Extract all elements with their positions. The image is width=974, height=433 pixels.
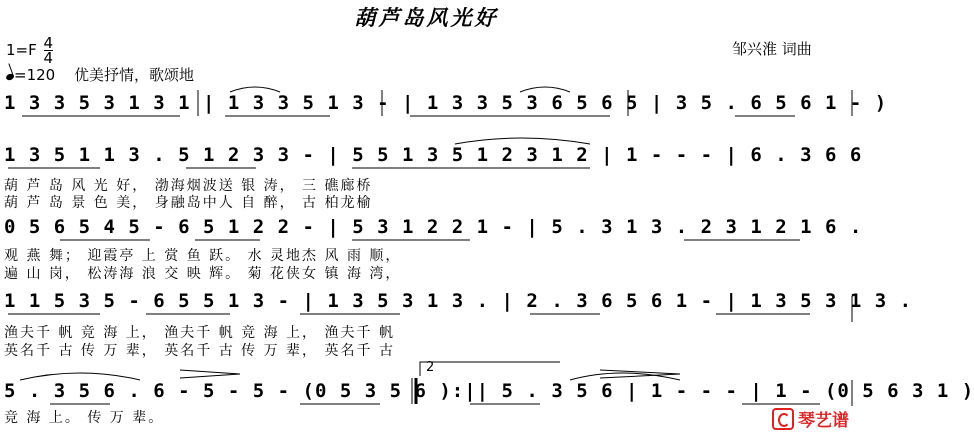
slur	[520, 87, 570, 92]
time-sig-bottom: 4	[43, 49, 54, 67]
notation-row-4: 1 1 5 3 5 - 6 5 5 1 3 - | 1 3 5 3 1 3 . | 2 . 3 6 5 6 1 - | 1 3 5 3 1 3 .	[4, 290, 913, 312]
watermark-text: 琴艺谱	[798, 411, 849, 431]
credit: 邹兴淮 词曲	[732, 40, 812, 58]
volta-number: 2	[426, 360, 435, 375]
time-sig-top: 4	[43, 34, 54, 52]
lyric-row-2-verse-1: 葫 芦 岛 风 光 好， 渤海烟波送 银 涛， 三 礁廊桥	[4, 178, 373, 194]
lyric-row-5: 竞 海 上。 传 万 辈。	[4, 410, 165, 426]
notation-row-5: 5 . 3 5 6 . 6 - 5 - 5 - (0 5 3 5 6 ):|| 5 . 3 5 6 | 1 - - - | 1 - (0 5 6 3 1 )	[4, 380, 974, 402]
slur	[20, 373, 140, 380]
watermark-logo	[772, 406, 849, 431]
lyric-row-4-verse-1: 渔夫千 帆 竞 海 上， 渔夫千 帆 竞 海 上， 渔夫千 帆	[4, 325, 395, 341]
logo-icon	[772, 408, 794, 430]
slur	[455, 138, 590, 144]
slur	[230, 87, 280, 92]
notation-row-1: 1 3 3 5 3 1 3 1 | 1 3 3 5 1 3 - | 1 3 3 5 3 6 5 6 5 | 3 5 . 6 5 6 1 - )	[4, 92, 888, 114]
style-marking: 优美抒情，歌颂地	[73, 66, 194, 84]
key-label: 1=F	[6, 41, 37, 59]
song-title: 葫芦岛风光好	[354, 6, 499, 30]
lyric-row-3-verse-2: 遍 山 岗， 松涛海 浪 交 映 辉。 菊 花侠女 镇 海 湾，	[4, 266, 402, 282]
lyric-row-4-verse-2: 英名千 古 传 万 辈， 英名千 古 传 万 辈， 英名千 古	[4, 343, 395, 359]
lyric-row-3-verse-1: 观 燕 舞； 迎霞亭 上 赏 鱼 跃。 水 灵地杰 风 雨 顺，	[4, 248, 402, 264]
lyric-row-2-verse-2: 葫 芦 岛 景 色 美， 身融岛中人 自 醉， 古 柏龙榆	[4, 195, 373, 211]
tempo-value: =120	[14, 66, 56, 84]
volta-bracket	[420, 362, 560, 376]
notation-row-2: 1 3 5 1 1 3 . 5 1 2 3 3 - | 5 5 1 3 5 1 2 3 1 2 | 1 - - - | 6 . 3 6 6	[4, 144, 863, 166]
notation-row-3: 0 5 6 5 4 5 - 6 5 1 2 2 - | 5 3 1 2 2 1 - | 5 . 3 1 3 . 2 3 1 2 1 6 .	[4, 216, 863, 238]
hairpin	[180, 370, 240, 378]
